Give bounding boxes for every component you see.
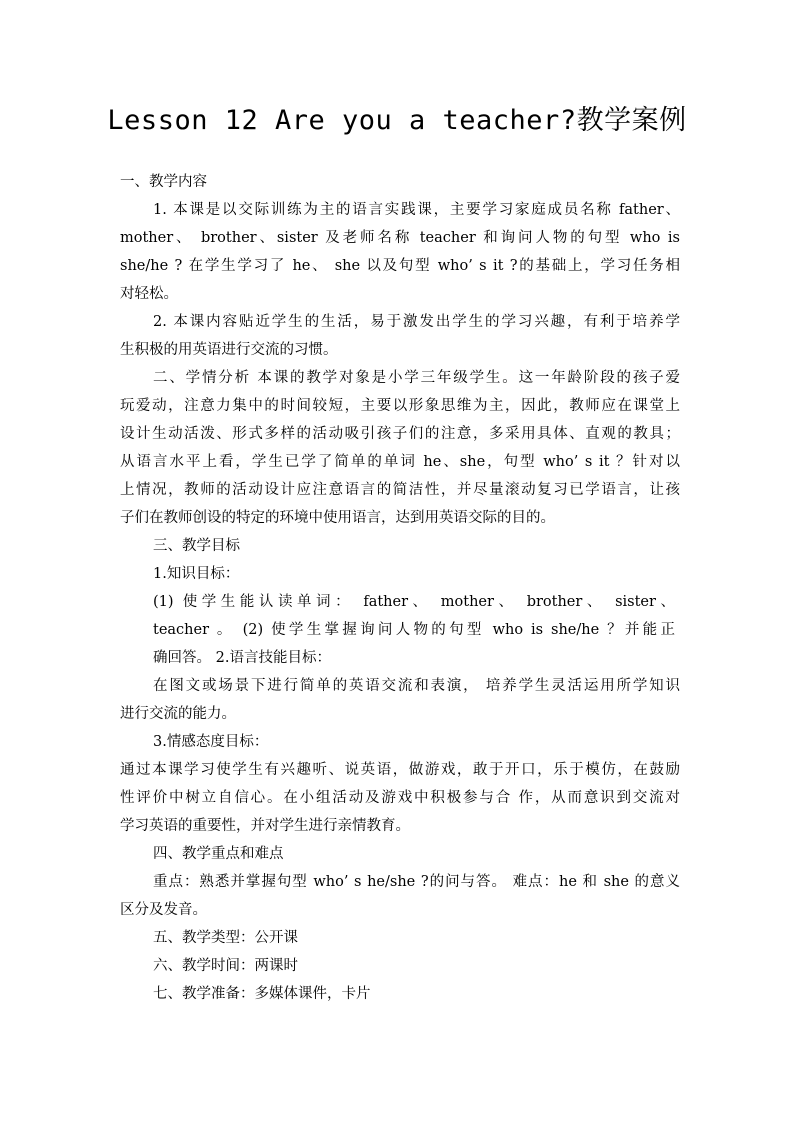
subheading-attitude: 3.情感态度目标： [153,734,269,750]
paragraph-line: 设计生动活泼、形式多样的活动吸引孩子们的注意，多采用具体、直观的教具； [120,426,680,442]
section-heading-content: 一、教学内容 [120,174,207,190]
paragraph-line: 区分及发音。 [120,902,207,918]
paragraph-line: 子们在教师创设的特定的环境中使用语言，达到用英语交际的目的。 [120,510,555,526]
paragraph-line: 2. 本课内容贴近学生的生活，易于激发出学生的学习兴趣，有利于培养学 [153,314,680,330]
section-heading-goals: 三、教学目标 [153,538,240,554]
section-heading-type: 五、教学类型：公开课 [153,930,298,946]
paragraph-line: 上情况，教师的活动设计应注意语言的简洁性，并尽量滚动复习已学语言，让孩 [120,482,680,498]
paragraph-line: 对轻松。 [120,286,178,302]
paragraph-line: 通过本课学习使学生有兴趣听、说英语，做游戏，敢于开口，乐于模仿，在鼓励 [120,762,680,778]
paragraph-line: 重点：熟悉并掌握句型 who’ s he/she ?的问与答。 难点：he 和 she 的意义 [153,874,680,890]
paragraph-line: mother、 brother、sister 及老师名称 teacher 和询问人物的句型 who is [120,230,680,246]
section-heading-time: 六、教学时间：两课时 [153,958,298,974]
paragraph-line: 性评价中树立自信心。在小组活动及游戏中积极参与合 作，从而意识到交流对 [120,790,680,806]
paragraph-line: (1) 使学生能认读单词： father、 mother、 brother、 sister、 [153,594,675,610]
paragraph-line: 生积极的用英语进行交流的习惯。 [120,342,338,358]
section-heading-key-points: 四、教学重点和难点 [153,846,284,862]
paragraph-line: 确回答。 2.语言技能目标： [153,650,331,666]
paragraph-line: teacher 。 (2) 使学生掌握询问人物的句型 who is she/he ？并能正 [153,622,675,638]
document-title: Lesson 12 Are you a teacher?教学案例 [107,105,687,136]
paragraph-line: 进行交流的能力。 [120,706,236,722]
paragraph-line: she/he ? 在学生学习了 he、 she 以及句型 who’ s it ?的基础上，学习任务相 [120,258,680,274]
paragraph-line: 从语言水平上看，学生已学了简单的单词 he、she，句型 who’ s it ？针对以 [120,454,680,470]
paragraph-line: 1. 本课是以交际训练为主的语言实践课，主要学习家庭成员名称 father、 [153,202,680,218]
section-heading-analysis: 二、学情分析 本课的教学对象是小学三年级学生。这一年龄阶段的孩子爱 [153,370,680,386]
paragraph-line: 学习英语的重要性，并对学生进行亲情教育。 [120,818,410,834]
paragraph-line: 玩爱动，注意力集中的时间较短，主要以形象思维为主，因此，教师应在课堂上 [120,398,680,414]
paragraph-line: 在图文或场景下进行简单的英语交流和表演， 培养学生灵活运用所学知识 [153,678,680,694]
subheading-knowledge: 1.知识目标： [153,566,240,582]
section-heading-preparation: 七、教学准备：多媒体课件，卡片 [153,986,371,1002]
